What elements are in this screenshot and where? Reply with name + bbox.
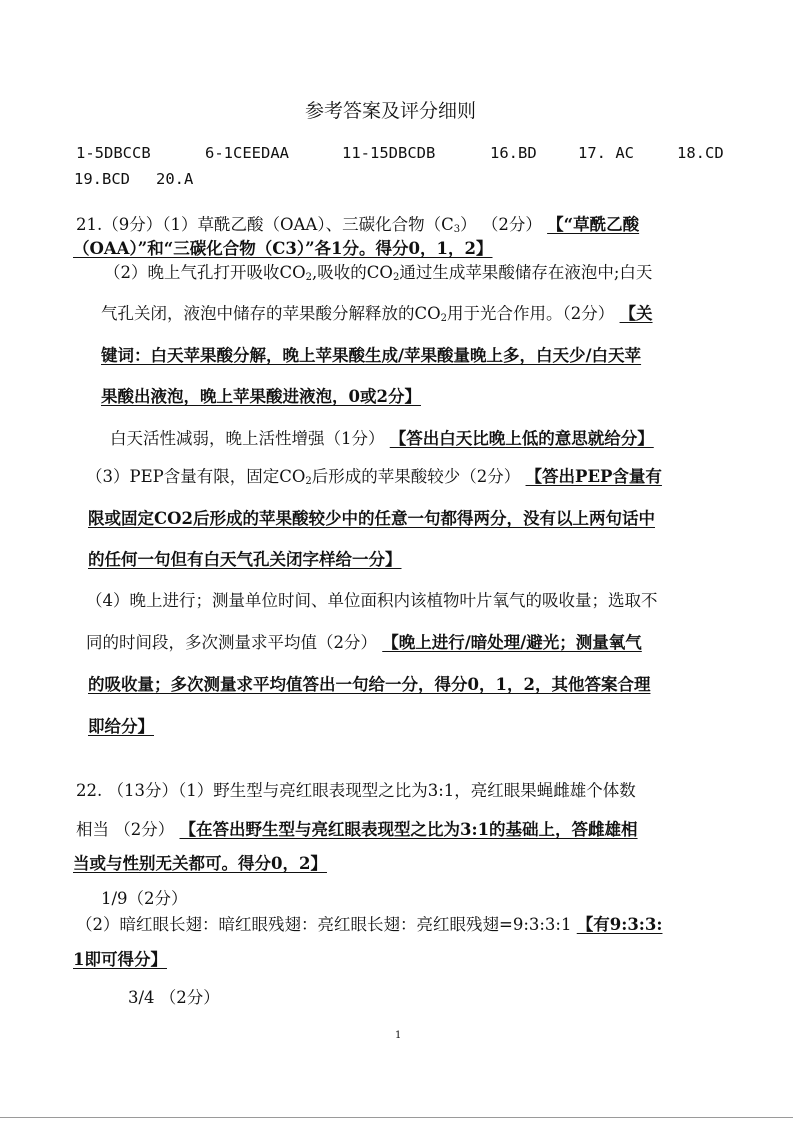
q21-line-4: [101, 303, 653, 325]
q21-line-8: [86, 466, 662, 488]
subscript: 2: [305, 476, 312, 487]
rubric: 【答出PEP含量有: [525, 467, 662, 486]
q21-line-14: 即给分】: [88, 717, 154, 736]
q21-part1-rubric: 【“草酰乙酸: [547, 215, 640, 234]
text: （2）晚上气孔打开吸收CO: [104, 263, 306, 282]
q22-line-2: [76, 819, 638, 841]
q21-line-2: （OAA）”和“三碳化合物（C3）”各1分。得分0，1，2】: [73, 239, 493, 258]
subscript: 2: [440, 313, 448, 324]
mc-answer-18: 18.CD: [677, 144, 724, 162]
q21-line-13: 的吸收量；多次测量求平均值答出一句给一分，得分0，1，2，其他答案合理: [88, 675, 651, 694]
mc-answer-6-10: 6-1CEEDAA: [205, 144, 289, 162]
mc-answer-11-15: 11-15DBCDB: [342, 144, 436, 162]
text: ,吸收的CO: [312, 263, 393, 282]
mc-answer-19: 19.BCD: [74, 170, 130, 188]
q21-part1-answer: 21.（9分）（1）草酰乙酸（OAA）、三碳化合物（C: [76, 215, 454, 234]
q22-line-4: 1/9（2分）: [101, 889, 188, 908]
q21-line-6: 果酸出液泡，晚上苹果酸进液泡，0或2分】: [101, 387, 421, 406]
q22-line-7: 3/4 （2分）: [128, 988, 220, 1007]
rubric: 【在答出野生型与亮红眼表现型之比为3:1的基础上，答雌雄相: [179, 820, 638, 839]
text: 通过生成苹果酸储存在液泡中;白天: [399, 263, 653, 282]
q22-line-1: 22. （13分）（1）野生型与亮红眼表现型之比为3:1，亮红眼果蝇雌雄个体数: [76, 781, 636, 800]
text: 用于光合作用。（2分）: [447, 304, 615, 323]
mc-answer-1-5: 1-5DBCCB: [76, 144, 151, 162]
text: 气孔关闭，液泡中储存的苹果酸分解释放的CO: [101, 304, 441, 323]
q21-part1-score: ） （2分）: [460, 215, 542, 234]
subscript: 2: [305, 272, 313, 283]
mc-answer-16: 16.BD: [490, 144, 537, 162]
text: （3）PEP含量有限，固定CO: [86, 467, 306, 486]
text: 白天活性减弱，晚上活性增强（1分）: [110, 429, 385, 448]
q21-line-11: （4）晚上进行；测量单位时间、单位面积内该植物叶片氧气的吸收量；选取不: [86, 591, 658, 610]
page-title: 参考答案及评分细则: [305, 100, 477, 122]
q21-line-7: [110, 428, 654, 450]
subscript: 3: [453, 224, 461, 235]
mc-answer-17: 17. AC: [578, 144, 634, 162]
q21-line-12: [86, 632, 642, 654]
q22-line-5: [76, 914, 662, 936]
q22-line-3: 当或与性别无关都可。得分0，2】: [73, 854, 327, 873]
q21-line-9: 限或固定CO2后形成的苹果酸较少中的任意一句都得两分，没有以上两句话中: [88, 509, 655, 528]
text: 相当 （2分）: [76, 820, 175, 839]
rubric: 【晚上进行/暗处理/避光；测量氧气: [382, 633, 642, 652]
text: （2）暗红眼长翅：暗红眼残翅：亮红眼长翅：亮红眼残翅=9:3:3:1: [76, 915, 572, 934]
rubric: 【答出白天比晚上低的意思就给分】: [389, 429, 654, 448]
text: 同的时间段，多次测量求平均值（2分）: [86, 633, 377, 652]
q22-line-6: 1即可得分】: [73, 950, 167, 969]
mc-answer-20: 20.A: [156, 170, 194, 188]
q21-line-1: [76, 214, 639, 236]
q21-line-3: [104, 262, 652, 284]
rubric: 【关: [619, 304, 653, 323]
q21-line-10: 的任何一句但有白天气孔关闭字样给一分】: [88, 550, 402, 569]
text: 后形成的苹果酸较少（2分）: [311, 467, 521, 486]
page-number: 1: [395, 1030, 402, 1041]
page-bottom-divider: [0, 1117, 793, 1118]
q21-line-5: 键词：白天苹果酸分解，晚上苹果酸生成/苹果酸量晚上多，白天少/白天苹: [101, 346, 642, 365]
rubric: 【有9:3:3:: [576, 915, 663, 934]
subscript: 2: [392, 272, 400, 283]
